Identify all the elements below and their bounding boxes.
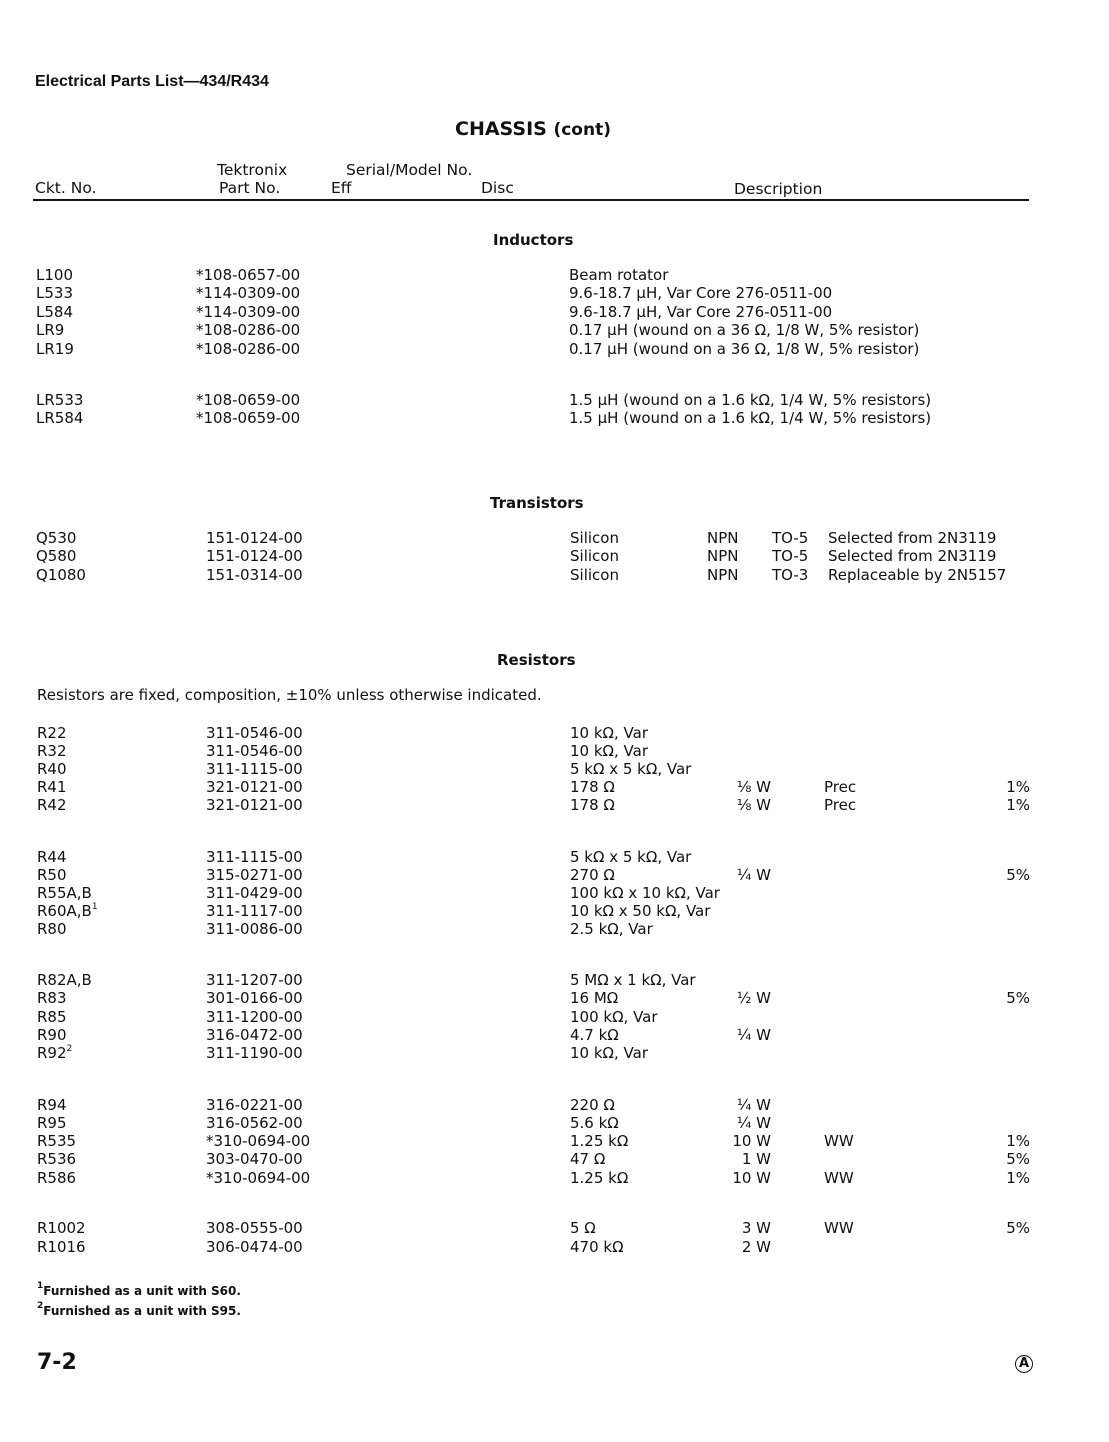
table-row bbox=[0, 321, 1109, 339]
value: 47 Ω bbox=[570, 1150, 606, 1168]
table-row bbox=[0, 884, 1109, 902]
resistor-kind: WW bbox=[824, 1169, 854, 1187]
description: 0.17 μH (wound on a 36 Ω, 1/8 W, 5% resistor) bbox=[569, 321, 920, 339]
part-no: 311-1115-00 bbox=[206, 760, 303, 778]
ckt-no: Q580 bbox=[36, 547, 77, 565]
value: 10 kΩ, Var bbox=[570, 742, 648, 760]
ckt-no: Q1080 bbox=[36, 566, 86, 584]
col-description: Description bbox=[734, 180, 823, 198]
part-no: *114-0309-00 bbox=[196, 284, 301, 302]
transistor-type: NPN bbox=[707, 547, 739, 565]
wattage: ⅛ W bbox=[736, 778, 771, 796]
ckt-no: LR9 bbox=[36, 321, 65, 339]
value: 5 Ω bbox=[570, 1219, 596, 1237]
table-row bbox=[0, 920, 1109, 938]
wattage: ¼ W bbox=[736, 1026, 771, 1044]
part-no: 311-1190-00 bbox=[206, 1044, 303, 1062]
part-no: 315-0271-00 bbox=[206, 866, 303, 884]
table-row bbox=[0, 566, 1109, 584]
footnote-2-mark: 2 bbox=[37, 1301, 44, 1311]
page-title-main: CHASSIS bbox=[455, 118, 547, 140]
tolerance: 5% bbox=[1006, 866, 1030, 884]
part-no: 311-1200-00 bbox=[206, 1008, 303, 1026]
ckt-no: R44 bbox=[37, 848, 67, 866]
value: 5.6 kΩ bbox=[570, 1114, 619, 1132]
value: 5 kΩ x 5 kΩ, Var bbox=[570, 848, 692, 866]
table-row bbox=[0, 796, 1109, 814]
running-header: Electrical Parts List—434/R434 bbox=[35, 73, 269, 90]
part-no: *310-0694-00 bbox=[206, 1132, 311, 1150]
part-no: 151-0314-00 bbox=[206, 566, 303, 584]
description: Selected from 2N3119 bbox=[828, 547, 997, 565]
part-no: *108-0657-00 bbox=[196, 266, 301, 284]
ckt-no: $R60A,B^1$ bbox=[37, 902, 98, 920]
col-disc: Disc bbox=[481, 179, 514, 197]
table-row bbox=[0, 409, 1109, 427]
part-no: *108-0659-00 bbox=[196, 409, 301, 427]
table-row bbox=[0, 284, 1109, 302]
ckt-no: L584 bbox=[36, 303, 73, 321]
table-row bbox=[0, 391, 1109, 409]
table-row bbox=[0, 971, 1109, 989]
ckt-no: R1002 bbox=[37, 1219, 86, 1237]
ckt-no: R83 bbox=[37, 989, 67, 1007]
part-no: *108-0286-00 bbox=[196, 340, 301, 358]
transistor-type: NPN bbox=[707, 529, 739, 547]
header-rule bbox=[33, 199, 1029, 201]
part-no: 321-0121-00 bbox=[206, 796, 303, 814]
value: 10 kΩ, Var bbox=[570, 724, 648, 742]
ckt-no: LR19 bbox=[36, 340, 74, 358]
part-no: *108-0286-00 bbox=[196, 321, 301, 339]
footnote-ref: 1 bbox=[91, 902, 98, 912]
wattage: ¼ W bbox=[736, 1096, 771, 1114]
tolerance: 1% bbox=[1006, 778, 1030, 796]
resistors-note: Resistors are fixed, composition, ±10% unless otherwise indicated. bbox=[37, 686, 542, 704]
value: 100 kΩ, Var bbox=[570, 1008, 658, 1026]
value: 178 Ω bbox=[570, 796, 615, 814]
table-row bbox=[0, 340, 1109, 358]
table-row bbox=[0, 303, 1109, 321]
table-row bbox=[0, 760, 1109, 778]
table-row bbox=[0, 1219, 1109, 1237]
part-no: 308-0555-00 bbox=[206, 1219, 303, 1237]
table-row bbox=[0, 1169, 1109, 1187]
value: 1.25 kΩ bbox=[570, 1132, 629, 1150]
footnote-1-text: Furnished as a unit with S60. bbox=[43, 1284, 241, 1298]
ckt-no: R41 bbox=[37, 778, 67, 796]
ckt-no: LR533 bbox=[36, 391, 84, 409]
resistor-kind: WW bbox=[824, 1132, 854, 1150]
footnote-ref: 2 bbox=[66, 1044, 73, 1054]
footnote-1-mark: 1 bbox=[37, 1281, 44, 1291]
value: 5 kΩ x 5 kΩ, Var bbox=[570, 760, 692, 778]
ckt-no: R50 bbox=[37, 866, 67, 884]
part-no: 151-0124-00 bbox=[206, 547, 303, 565]
value: 220 Ω bbox=[570, 1096, 615, 1114]
wattage: ½ W bbox=[736, 989, 771, 1007]
tolerance: 5% bbox=[1006, 989, 1030, 1007]
table-row bbox=[0, 989, 1109, 1007]
case-style: TO-5 bbox=[772, 547, 809, 565]
ckt-no: R32 bbox=[37, 742, 67, 760]
part-no: 316-0221-00 bbox=[206, 1096, 303, 1114]
part-no: 311-1117-00 bbox=[206, 902, 303, 920]
ckt-no: R95 bbox=[37, 1114, 67, 1132]
wattage: ¼ W bbox=[736, 1114, 771, 1132]
ckt-no: R22 bbox=[37, 724, 67, 742]
case-style: TO-5 bbox=[772, 529, 809, 547]
ckt-no: R90 bbox=[37, 1026, 67, 1044]
case-style: TO-3 bbox=[772, 566, 809, 584]
table-row bbox=[0, 1114, 1109, 1132]
value: 10 kΩ, Var bbox=[570, 1044, 648, 1062]
table-row bbox=[0, 1150, 1109, 1168]
part-no: 311-0546-00 bbox=[206, 724, 303, 742]
section-resistors: Resistors bbox=[497, 651, 576, 669]
part-no: 151-0124-00 bbox=[206, 529, 303, 547]
value: 470 kΩ bbox=[570, 1238, 624, 1256]
ckt-no: Q530 bbox=[36, 529, 77, 547]
col-tektronix: Tektronix bbox=[217, 161, 288, 179]
material: Silicon bbox=[570, 547, 619, 565]
revision-mark: A bbox=[1015, 1355, 1033, 1373]
table-row bbox=[0, 866, 1109, 884]
ckt-no: R42 bbox=[37, 796, 67, 814]
description: 1.5 μH (wound on a 1.6 kΩ, 1/4 W, 5% resistors) bbox=[569, 409, 932, 427]
table-row bbox=[0, 902, 1109, 920]
wattage: ⅛ W bbox=[736, 796, 771, 814]
wattage: 10 W bbox=[732, 1132, 771, 1150]
tolerance: 1% bbox=[1006, 1132, 1030, 1150]
tolerance: 5% bbox=[1006, 1150, 1030, 1168]
description: Selected from 2N3119 bbox=[828, 529, 997, 547]
part-no: 303-0470-00 bbox=[206, 1150, 303, 1168]
part-no: *310-0694-00 bbox=[206, 1169, 311, 1187]
ckt-no: R1016 bbox=[37, 1238, 86, 1256]
part-no: 311-0546-00 bbox=[206, 742, 303, 760]
col-serial: Serial/Model No. bbox=[346, 161, 473, 179]
material: Silicon bbox=[570, 529, 619, 547]
part-no: 321-0121-00 bbox=[206, 778, 303, 796]
resistor-kind: WW bbox=[824, 1219, 854, 1237]
table-row bbox=[0, 1008, 1109, 1026]
description: Replaceable by 2N5157 bbox=[828, 566, 1007, 584]
part-no: *108-0659-00 bbox=[196, 391, 301, 409]
ckt-no: R40 bbox=[37, 760, 67, 778]
part-no: 306-0474-00 bbox=[206, 1238, 303, 1256]
ckt-no: L533 bbox=[36, 284, 73, 302]
ckt-no: R535 bbox=[37, 1132, 77, 1150]
description: Beam rotator bbox=[569, 266, 669, 284]
ckt-no: R80 bbox=[37, 920, 67, 938]
tolerance: 1% bbox=[1006, 796, 1030, 814]
part-no: 301-0166-00 bbox=[206, 989, 303, 1007]
col-ckt-no: Ckt. No. bbox=[35, 179, 97, 197]
section-transistors: Transistors bbox=[490, 494, 584, 512]
description: 0.17 μH (wound on a 36 Ω, 1/8 W, 5% resistor) bbox=[569, 340, 920, 358]
part-no: 316-0472-00 bbox=[206, 1026, 303, 1044]
part-no: 311-0429-00 bbox=[206, 884, 303, 902]
ckt-no: LR584 bbox=[36, 409, 84, 427]
wattage: 10 W bbox=[732, 1169, 771, 1187]
table-row bbox=[0, 1026, 1109, 1044]
value: 270 Ω bbox=[570, 866, 615, 884]
ckt-no: R55A,B bbox=[37, 884, 92, 902]
table-row bbox=[0, 778, 1109, 796]
value: 5 MΩ x 1 kΩ, Var bbox=[570, 971, 696, 989]
page-title-suffix: (cont) bbox=[553, 120, 611, 140]
col-part-no: Part No. bbox=[219, 179, 281, 197]
wattage: 3 W bbox=[741, 1219, 771, 1237]
part-no: 311-1207-00 bbox=[206, 971, 303, 989]
value: 178 Ω bbox=[570, 778, 615, 796]
table-row bbox=[0, 1044, 1109, 1062]
part-no: *114-0309-00 bbox=[196, 303, 301, 321]
table-row bbox=[0, 529, 1109, 547]
resistor-kind: Prec bbox=[824, 778, 857, 796]
footnote-1 bbox=[37, 1281, 241, 1298]
description: 1.5 μH (wound on a 1.6 kΩ, 1/4 W, 5% resistors) bbox=[569, 391, 932, 409]
ckt-no: R586 bbox=[37, 1169, 77, 1187]
table-row bbox=[0, 848, 1109, 866]
value: 4.7 kΩ bbox=[570, 1026, 619, 1044]
table-row bbox=[0, 266, 1109, 284]
ckt-no: R85 bbox=[37, 1008, 67, 1026]
part-no: 311-0086-00 bbox=[206, 920, 303, 938]
value: 100 kΩ x 10 kΩ, Var bbox=[570, 884, 720, 902]
footnote-2-text: Furnished as a unit with S95. bbox=[43, 1304, 241, 1318]
table-row bbox=[0, 1132, 1109, 1150]
wattage: ¼ W bbox=[736, 866, 771, 884]
footnote-2 bbox=[37, 1301, 241, 1318]
description: 9.6-18.7 μH, Var Core 276-0511-00 bbox=[569, 303, 833, 321]
ckt-no: L100 bbox=[36, 266, 73, 284]
table-row bbox=[0, 1238, 1109, 1256]
table-row bbox=[0, 724, 1109, 742]
resistor-kind: Prec bbox=[824, 796, 857, 814]
ckt-no: $R92^2$ bbox=[37, 1044, 73, 1062]
table-row bbox=[0, 742, 1109, 760]
value: 2.5 kΩ, Var bbox=[570, 920, 653, 938]
tolerance: 5% bbox=[1006, 1219, 1030, 1237]
transistor-type: NPN bbox=[707, 566, 739, 584]
description: 9.6-18.7 μH, Var Core 276-0511-00 bbox=[569, 284, 833, 302]
page-number: 7-2 bbox=[37, 1350, 77, 1375]
tolerance: 1% bbox=[1006, 1169, 1030, 1187]
table-row bbox=[0, 547, 1109, 565]
section-inductors: Inductors bbox=[493, 231, 574, 249]
ckt-no: R536 bbox=[37, 1150, 77, 1168]
value: 16 MΩ bbox=[570, 989, 619, 1007]
part-no: 316-0562-00 bbox=[206, 1114, 303, 1132]
page-title bbox=[455, 118, 611, 140]
col-eff: Eff bbox=[331, 179, 352, 197]
ckt-no: R82A,B bbox=[37, 971, 92, 989]
ckt-no: R94 bbox=[37, 1096, 67, 1114]
wattage: 2 W bbox=[741, 1238, 771, 1256]
material: Silicon bbox=[570, 566, 619, 584]
table-row bbox=[0, 1096, 1109, 1114]
part-no: 311-1115-00 bbox=[206, 848, 303, 866]
value: 1.25 kΩ bbox=[570, 1169, 629, 1187]
wattage: 1 W bbox=[741, 1150, 771, 1168]
value: 10 kΩ x 50 kΩ, Var bbox=[570, 902, 711, 920]
